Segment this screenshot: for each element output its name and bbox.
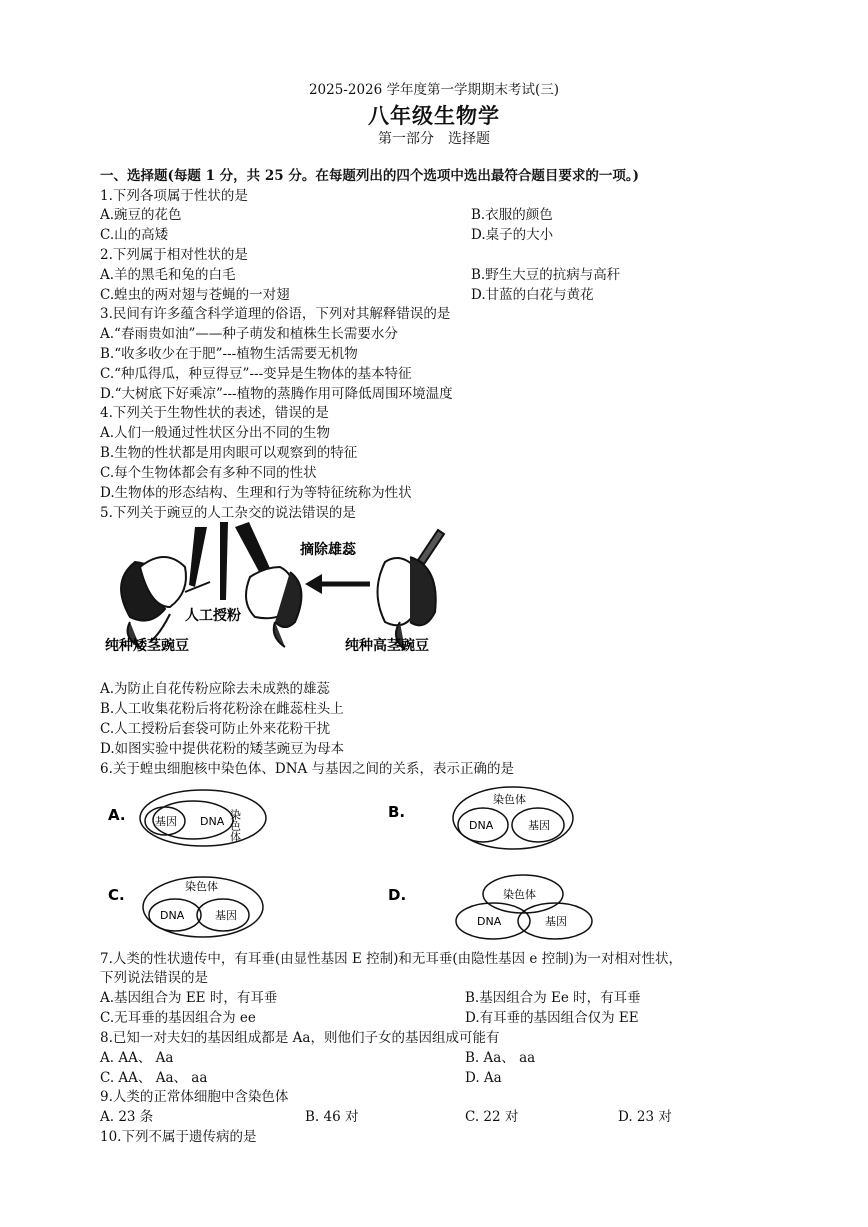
q3-option-d: D.“大树底下好乘凉”---植物的蒸腾作用可降低周围环境温度 xyxy=(100,386,453,402)
q5-option-c: C.人工授粉后套袋可防止外来花粉干扰 xyxy=(100,721,331,737)
q5-option-b: B.人工收集花粉后将花粉涂在雌蕊柱头上 xyxy=(100,701,344,717)
q5-option-a: A.为防止自花传粉应除去未成熟的雄蕊 xyxy=(100,681,331,697)
q3-option-b: B.“收多收少在于肥”---植物生活需要无机物 xyxy=(100,346,358,362)
middle-flower-icon xyxy=(246,567,301,647)
q1-option-b: B.衣服的颜色 xyxy=(471,207,553,223)
q4-stem: 4.下列关于生物性状的表述，错误的是 xyxy=(100,405,329,421)
fig-label-short-pea: 纯种矮茎豌豆 xyxy=(105,638,189,654)
exam-subject: 八年级生物学 xyxy=(368,103,500,128)
q8-stem: 8.已知一对夫妇的基因组成都是 Aa，则他们子女的基因组成可能有 xyxy=(100,1030,500,1046)
q6-option-d-diagram xyxy=(385,872,600,944)
q6-option-b-letter: B. xyxy=(388,803,406,821)
exam-part: 第一部分 选择题 xyxy=(378,131,490,147)
q6-b-gene-label: 基因 xyxy=(528,819,550,832)
fig-label-remove-stamens: 摘除雄蕊 xyxy=(300,542,356,558)
q5-stem: 5.下列关于豌豆的人工杂交的说法错误的是 xyxy=(100,505,356,521)
q6-d-gene-label: 基因 xyxy=(545,915,567,928)
q8-option-b: B. Aa、 aa xyxy=(465,1050,536,1066)
q9-stem: 9.人类的正常体细胞中含染色体 xyxy=(100,1089,289,1105)
q6-b-chrom-label: 染色体 xyxy=(493,793,526,806)
q1-option-a: A.豌豆的花色 xyxy=(100,207,182,223)
q7-option-a: A.基因组合为 EE 时，有耳垂 xyxy=(100,990,278,1006)
q6-c-dna-label: DNA xyxy=(160,909,185,922)
q6-option-b-diagram xyxy=(385,782,585,852)
q1-option-c: C.山的高矮 xyxy=(100,227,169,243)
q7-option-c: C.无耳垂的基因组合为 ee xyxy=(100,1010,256,1026)
q2-option-d: D.甘蓝的白花与黄花 xyxy=(471,287,594,303)
q2-stem: 2.下列属于相对性状的是 xyxy=(100,247,248,263)
q2-option-c: C.蝗虫的两对翅与苍蝇的一对翅 xyxy=(100,287,290,303)
q6-b-dna-label: DNA xyxy=(469,819,494,832)
q6-d-chrom-label: 染色体 xyxy=(503,888,536,901)
q9-option-c: C. 22 对 xyxy=(465,1109,519,1125)
short-pea-flower-icon xyxy=(121,557,186,647)
q4-option-a: A.人们一般通过性状区分出不同的生物 xyxy=(100,425,331,441)
pea-cross-figure xyxy=(100,522,460,662)
q9-option-b: B. 46 对 xyxy=(305,1109,359,1125)
q5-option-d: D.如图实验中提供花粉的矮茎豌豆为母本 xyxy=(100,741,345,757)
q4-option-c: C.每个生物体都会有多种不同的性状 xyxy=(100,465,317,481)
fig-label-artificial-pollination: 人工授粉 xyxy=(185,608,241,624)
q10-stem: 10.下列不属于遗传病的是 xyxy=(100,1129,257,1145)
tall-pea-flower-icon xyxy=(378,530,445,650)
q1-option-d: D.桌子的大小 xyxy=(471,227,554,243)
q6-d-dna-label: DNA xyxy=(477,915,502,928)
q6-a-dna-label: DNA xyxy=(200,815,225,828)
q8-option-d: D. Aa xyxy=(465,1070,502,1086)
q8-option-a: A. AA、 Aa xyxy=(100,1050,174,1066)
fig-label-tall-pea: 纯种高茎豌豆 xyxy=(345,638,429,654)
q7-option-b: B.基因组合为 Ee 时，有耳垂 xyxy=(465,990,641,1006)
q9-option-d: D. 23 对 xyxy=(618,1109,672,1125)
pollinate-arrow-icon xyxy=(185,582,210,592)
q4-option-b: B.生物的性状都是用肉眼可以观察到的特征 xyxy=(100,445,358,461)
q8-option-c: C. AA、 Aa、 aa xyxy=(100,1070,208,1086)
section-heading: 一、选择题(每题 1 分，共 25 分。在每题列出的四个选项中选出最符合题目要求的一项。) xyxy=(100,168,640,184)
q3-option-a: A.“春雨贵如油”——种子萌发和植株生长需要水分 xyxy=(100,326,398,342)
q6-option-a-diagram xyxy=(105,785,275,850)
q6-c-gene-label: 基因 xyxy=(215,909,237,922)
exam-term: 2025-2026 学年度第一学期期末考试(三) xyxy=(308,82,560,98)
q2-option-a: A.羊的黑毛和兔的白毛 xyxy=(100,267,236,283)
q7-stem-line1: 7.人类的性状遗传中，有耳垂(由显性基因 E 控制)和无耳垂(由隐性基因 e 控制)为一对相对性状， xyxy=(100,951,682,967)
q6-option-d-letter: D. xyxy=(388,886,407,904)
q3-option-c: C.“种瓜得瓜，种豆得豆”---变异是生物体的基本特征 xyxy=(100,366,412,382)
q3-stem: 3.民间有许多蕴含科学道理的俗语，下列对其解释错误的是 xyxy=(100,306,451,322)
left-arrow-icon xyxy=(305,574,370,594)
q7-option-d: D.有耳垂的基因组合仅为 EE xyxy=(465,1010,639,1026)
q7-stem-line2: 下列说法错误的是 xyxy=(100,970,208,986)
q6-a-gene-label: 基因 xyxy=(155,815,177,828)
q4-option-d: D.生物体的形态结构、生理和行为等特征统称为性状 xyxy=(100,485,412,501)
q6-stem: 6.关于蝗虫细胞核中染色体、DNA 与基因之间的关系，表示正确的是 xyxy=(100,761,515,777)
q2-option-b: B.野生大豆的抗病与高秆 xyxy=(471,267,621,283)
q1-stem: 1.下列各项属于性状的是 xyxy=(100,188,248,204)
q6-option-c-letter: C. xyxy=(108,886,125,904)
q6-c-chrom-label: 染色体 xyxy=(185,880,218,893)
q6-option-a-letter: A. xyxy=(108,806,126,824)
q6-a-chrom-label: 染色体 xyxy=(228,809,242,842)
q9-option-a: A. 23 条 xyxy=(100,1109,154,1125)
q6-option-c-diagram xyxy=(105,872,285,942)
